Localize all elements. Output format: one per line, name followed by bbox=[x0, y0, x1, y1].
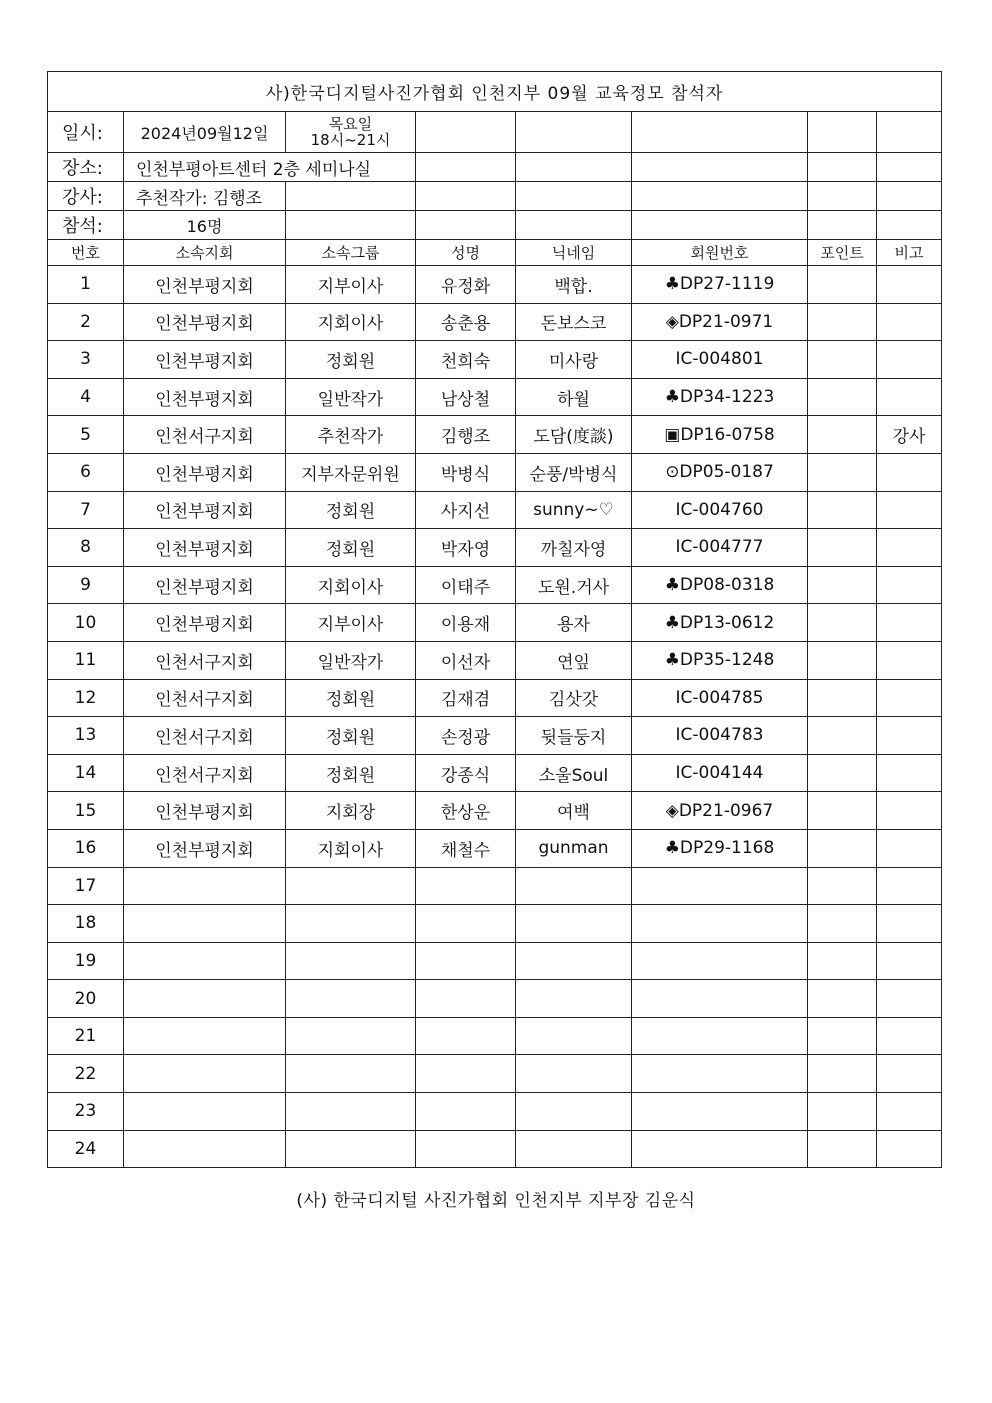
note-cell bbox=[877, 566, 942, 604]
member-id-cell: ♣DP08-0318 bbox=[632, 566, 808, 604]
nickname-cell: 순풍/박병식 bbox=[516, 453, 632, 491]
point-cell bbox=[808, 341, 877, 379]
name-cell: 유정화 bbox=[416, 266, 516, 304]
nickname-cell: gunman bbox=[516, 829, 632, 867]
member-id-cell: ♣DP35-1248 bbox=[632, 641, 808, 679]
note-cell bbox=[877, 942, 942, 980]
branch-cell: 인천서구지회 bbox=[124, 754, 286, 792]
group-cell: 지부이사 bbox=[286, 266, 416, 304]
empty-cell bbox=[808, 112, 877, 153]
name-cell bbox=[416, 1055, 516, 1093]
header-group: 소속그룹 bbox=[286, 240, 416, 266]
note-cell bbox=[877, 792, 942, 830]
name-cell: 김행조 bbox=[416, 416, 516, 454]
row-number: 1 bbox=[48, 266, 124, 304]
row-number: 14 bbox=[48, 754, 124, 792]
point-cell bbox=[808, 679, 877, 717]
member-id-cell: IC-004801 bbox=[632, 341, 808, 379]
row-number: 16 bbox=[48, 829, 124, 867]
point-cell bbox=[808, 453, 877, 491]
name-cell bbox=[416, 1093, 516, 1131]
place-label: 장소: bbox=[48, 153, 124, 182]
name-cell: 강종식 bbox=[416, 754, 516, 792]
table-row bbox=[48, 491, 942, 529]
row-number: 22 bbox=[48, 1055, 124, 1093]
row-number: 2 bbox=[48, 303, 124, 341]
lecturer-value: 추천작가: 김행조 bbox=[124, 182, 286, 211]
table-row bbox=[48, 679, 942, 717]
lecturer-label: 강사: bbox=[48, 182, 124, 211]
member-id-cell: ♣DP34-1223 bbox=[632, 378, 808, 416]
name-cell: 송춘용 bbox=[416, 303, 516, 341]
member-id-cell bbox=[632, 1093, 808, 1131]
member-id-cell: IC-004760 bbox=[632, 491, 808, 529]
point-cell bbox=[808, 604, 877, 642]
header-row bbox=[48, 240, 942, 266]
table-row bbox=[48, 1055, 942, 1093]
note-cell: 강사 bbox=[877, 416, 942, 454]
table-row bbox=[48, 1093, 942, 1131]
attendance-label: 참석: bbox=[48, 211, 124, 240]
row-number: 10 bbox=[48, 604, 124, 642]
point-cell bbox=[808, 1130, 877, 1168]
empty-cell bbox=[416, 182, 516, 211]
group-cell bbox=[286, 867, 416, 905]
header-member-id: 회원번호 bbox=[632, 240, 808, 266]
branch-cell: 인천부평지회 bbox=[124, 792, 286, 830]
branch-cell: 인천부평지회 bbox=[124, 266, 286, 304]
attendance-value: 16명 bbox=[124, 211, 286, 240]
nickname-cell bbox=[516, 1017, 632, 1055]
member-id-cell: IC-004144 bbox=[632, 754, 808, 792]
table-row bbox=[48, 829, 942, 867]
empty-cell bbox=[808, 153, 877, 182]
table-row bbox=[48, 754, 942, 792]
nickname-cell bbox=[516, 942, 632, 980]
point-cell bbox=[808, 641, 877, 679]
member-id-cell bbox=[632, 980, 808, 1018]
empty-cell bbox=[632, 112, 808, 153]
point-cell bbox=[808, 566, 877, 604]
nickname-cell: 까칠자영 bbox=[516, 529, 632, 567]
empty-cell bbox=[416, 112, 516, 153]
empty-cell bbox=[632, 153, 808, 182]
empty-cell bbox=[516, 182, 632, 211]
name-cell bbox=[416, 867, 516, 905]
table-row bbox=[48, 529, 942, 567]
note-cell bbox=[877, 303, 942, 341]
name-cell: 한상운 bbox=[416, 792, 516, 830]
note-cell bbox=[877, 453, 942, 491]
row-number: 7 bbox=[48, 491, 124, 529]
group-cell: 추천작가 bbox=[286, 416, 416, 454]
group-cell: 일반작가 bbox=[286, 378, 416, 416]
table-row bbox=[48, 641, 942, 679]
member-id-cell: ◈DP21-0967 bbox=[632, 792, 808, 830]
place-value: 인천부평아트센터 2층 세미나실 bbox=[124, 153, 416, 182]
info-row-place bbox=[48, 153, 942, 182]
note-cell bbox=[877, 754, 942, 792]
date-label: 일시: bbox=[48, 112, 124, 153]
member-id-cell bbox=[632, 905, 808, 943]
row-number: 9 bbox=[48, 566, 124, 604]
group-cell bbox=[286, 942, 416, 980]
name-cell bbox=[416, 980, 516, 1018]
branch-cell: 인천부평지회 bbox=[124, 303, 286, 341]
note-cell bbox=[877, 491, 942, 529]
empty-cell bbox=[416, 153, 516, 182]
note-cell bbox=[877, 679, 942, 717]
member-id-cell: ◈DP21-0971 bbox=[632, 303, 808, 341]
group-cell: 일반작가 bbox=[286, 641, 416, 679]
note-cell bbox=[877, 1055, 942, 1093]
branch-cell bbox=[124, 1130, 286, 1168]
group-cell: 정회원 bbox=[286, 529, 416, 567]
name-cell bbox=[416, 1130, 516, 1168]
empty-cell bbox=[516, 153, 632, 182]
row-number: 13 bbox=[48, 717, 124, 755]
row-number: 12 bbox=[48, 679, 124, 717]
note-cell bbox=[877, 378, 942, 416]
weekday: 목요일 bbox=[328, 115, 373, 133]
name-cell: 천희숙 bbox=[416, 341, 516, 379]
member-id-cell bbox=[632, 1055, 808, 1093]
nickname-cell: 용자 bbox=[516, 604, 632, 642]
name-cell: 사지선 bbox=[416, 491, 516, 529]
nickname-cell bbox=[516, 867, 632, 905]
point-cell bbox=[808, 1055, 877, 1093]
point-cell bbox=[808, 1093, 877, 1131]
group-cell: 지부이사 bbox=[286, 604, 416, 642]
row-number: 11 bbox=[48, 641, 124, 679]
branch-cell bbox=[124, 905, 286, 943]
member-id-cell: IC-004777 bbox=[632, 529, 808, 567]
member-id-cell bbox=[632, 1130, 808, 1168]
name-cell: 남상철 bbox=[416, 378, 516, 416]
member-id-cell: ♣DP29-1168 bbox=[632, 829, 808, 867]
note-cell bbox=[877, 717, 942, 755]
row-number: 8 bbox=[48, 529, 124, 567]
member-id-cell: ▣DP16-0758 bbox=[632, 416, 808, 454]
nickname-cell: 미사랑 bbox=[516, 341, 632, 379]
name-cell: 채철수 bbox=[416, 829, 516, 867]
table-row bbox=[48, 792, 942, 830]
branch-cell: 인천부평지회 bbox=[124, 566, 286, 604]
attendance-sheet bbox=[47, 71, 942, 1168]
empty-cell bbox=[877, 112, 942, 153]
group-cell: 지회이사 bbox=[286, 303, 416, 341]
row-number: 23 bbox=[48, 1093, 124, 1131]
table-row bbox=[48, 1130, 942, 1168]
group-cell: 지회이사 bbox=[286, 829, 416, 867]
member-id-cell bbox=[632, 867, 808, 905]
note-cell bbox=[877, 905, 942, 943]
member-id-cell: IC-004783 bbox=[632, 717, 808, 755]
nickname-cell: sunny~♡ bbox=[516, 491, 632, 529]
nickname-cell bbox=[516, 1093, 632, 1131]
point-cell bbox=[808, 867, 877, 905]
point-cell bbox=[808, 416, 877, 454]
row-number: 19 bbox=[48, 942, 124, 980]
table-row bbox=[48, 303, 942, 341]
branch-cell: 인천부평지회 bbox=[124, 829, 286, 867]
note-cell bbox=[877, 1017, 942, 1055]
group-cell bbox=[286, 905, 416, 943]
point-cell bbox=[808, 378, 877, 416]
nickname-cell: 백합. bbox=[516, 266, 632, 304]
name-cell: 이태주 bbox=[416, 566, 516, 604]
member-id-cell: ⊙DP05-0187 bbox=[632, 453, 808, 491]
empty-cell bbox=[632, 182, 808, 211]
group-cell bbox=[286, 1055, 416, 1093]
branch-cell bbox=[124, 942, 286, 980]
empty-cell bbox=[877, 153, 942, 182]
branch-cell: 인천서구지회 bbox=[124, 679, 286, 717]
header-note: 비고 bbox=[877, 240, 942, 266]
nickname-cell: 도담(度談) bbox=[516, 416, 632, 454]
note-cell bbox=[877, 529, 942, 567]
point-cell bbox=[808, 303, 877, 341]
point-cell bbox=[808, 717, 877, 755]
nickname-cell bbox=[516, 905, 632, 943]
empty-cell bbox=[286, 182, 416, 211]
member-id-cell: ♣DP27-1119 bbox=[632, 266, 808, 304]
name-cell: 이용재 bbox=[416, 604, 516, 642]
group-cell: 정회원 bbox=[286, 341, 416, 379]
point-cell bbox=[808, 754, 877, 792]
table-row bbox=[48, 942, 942, 980]
empty-cell bbox=[808, 182, 877, 211]
group-cell: 정회원 bbox=[286, 717, 416, 755]
branch-cell bbox=[124, 1055, 286, 1093]
note-cell bbox=[877, 829, 942, 867]
nickname-cell: 도원.거사 bbox=[516, 566, 632, 604]
empty-cell bbox=[632, 211, 808, 240]
name-cell: 손정광 bbox=[416, 717, 516, 755]
name-cell bbox=[416, 1017, 516, 1055]
point-cell bbox=[808, 266, 877, 304]
note-cell bbox=[877, 980, 942, 1018]
branch-cell: 인천서구지회 bbox=[124, 717, 286, 755]
table-row bbox=[48, 604, 942, 642]
nickname-cell bbox=[516, 1055, 632, 1093]
info-row-date bbox=[48, 112, 942, 153]
group-cell bbox=[286, 1093, 416, 1131]
branch-cell: 인천부평지회 bbox=[124, 491, 286, 529]
empty-cell bbox=[286, 211, 416, 240]
group-cell: 지부자문위원 bbox=[286, 453, 416, 491]
note-cell bbox=[877, 266, 942, 304]
nickname-cell bbox=[516, 1130, 632, 1168]
branch-cell bbox=[124, 1093, 286, 1131]
member-id-cell: IC-004785 bbox=[632, 679, 808, 717]
note-cell bbox=[877, 604, 942, 642]
table-row bbox=[48, 453, 942, 491]
empty-cell bbox=[808, 211, 877, 240]
table-row bbox=[48, 867, 942, 905]
nickname-cell: 여백 bbox=[516, 792, 632, 830]
note-cell bbox=[877, 1093, 942, 1131]
table-row bbox=[48, 266, 942, 304]
header-branch: 소속지회 bbox=[124, 240, 286, 266]
branch-cell: 인천서구지회 bbox=[124, 641, 286, 679]
name-cell: 박자영 bbox=[416, 529, 516, 567]
name-cell: 박병식 bbox=[416, 453, 516, 491]
name-cell bbox=[416, 942, 516, 980]
group-cell bbox=[286, 1130, 416, 1168]
group-cell: 지회장 bbox=[286, 792, 416, 830]
row-number: 21 bbox=[48, 1017, 124, 1055]
branch-cell: 인천부평지회 bbox=[124, 453, 286, 491]
table-row bbox=[48, 416, 942, 454]
empty-cell bbox=[516, 112, 632, 153]
row-number: 6 bbox=[48, 453, 124, 491]
empty-cell bbox=[877, 211, 942, 240]
branch-cell bbox=[124, 980, 286, 1018]
branch-cell: 인천서구지회 bbox=[124, 416, 286, 454]
branch-cell: 인천부평지회 bbox=[124, 604, 286, 642]
info-row-attendance bbox=[48, 211, 942, 240]
row-number: 5 bbox=[48, 416, 124, 454]
time-range: 18시~21시 bbox=[310, 131, 391, 149]
empty-cell bbox=[516, 211, 632, 240]
info-row-lecturer bbox=[48, 182, 942, 211]
empty-cell bbox=[416, 211, 516, 240]
datetime-cell bbox=[286, 112, 416, 153]
point-cell bbox=[808, 980, 877, 1018]
note-cell bbox=[877, 867, 942, 905]
row-number: 20 bbox=[48, 980, 124, 1018]
group-cell: 정회원 bbox=[286, 679, 416, 717]
name-cell: 이선자 bbox=[416, 641, 516, 679]
row-number: 15 bbox=[48, 792, 124, 830]
row-number: 18 bbox=[48, 905, 124, 943]
note-cell bbox=[877, 641, 942, 679]
point-cell bbox=[808, 829, 877, 867]
row-number: 24 bbox=[48, 1130, 124, 1168]
nickname-cell: 연잎 bbox=[516, 641, 632, 679]
row-number: 3 bbox=[48, 341, 124, 379]
point-cell bbox=[808, 942, 877, 980]
member-id-cell bbox=[632, 1017, 808, 1055]
branch-cell: 인천부평지회 bbox=[124, 378, 286, 416]
group-cell: 지회이사 bbox=[286, 566, 416, 604]
table-row bbox=[48, 378, 942, 416]
name-cell: 김재겸 bbox=[416, 679, 516, 717]
table-row bbox=[48, 1017, 942, 1055]
row-number: 17 bbox=[48, 867, 124, 905]
header-point: 포인트 bbox=[808, 240, 877, 266]
point-cell bbox=[808, 792, 877, 830]
header-nickname: 닉네임 bbox=[516, 240, 632, 266]
branch-cell: 인천부평지회 bbox=[124, 341, 286, 379]
empty-cell bbox=[877, 182, 942, 211]
header-name: 성명 bbox=[416, 240, 516, 266]
date-value: 2024년09월12일 bbox=[124, 112, 286, 153]
nickname-cell: 김삿갓 bbox=[516, 679, 632, 717]
point-cell bbox=[808, 491, 877, 529]
point-cell bbox=[808, 905, 877, 943]
group-cell: 정회원 bbox=[286, 491, 416, 529]
note-cell bbox=[877, 341, 942, 379]
point-cell bbox=[808, 1017, 877, 1055]
note-cell bbox=[877, 1130, 942, 1168]
group-cell: 정회원 bbox=[286, 754, 416, 792]
nickname-cell: 뒷들둥지 bbox=[516, 717, 632, 755]
nickname-cell: 소울Soul bbox=[516, 754, 632, 792]
branch-cell: 인천부평지회 bbox=[124, 529, 286, 567]
name-cell bbox=[416, 905, 516, 943]
member-id-cell bbox=[632, 942, 808, 980]
nickname-cell: 돈보스코 bbox=[516, 303, 632, 341]
table-row bbox=[48, 905, 942, 943]
table-row bbox=[48, 717, 942, 755]
sheet-title: 사)한국디지털사진가협회 인천지부 09월 교육정모 참석자 bbox=[48, 72, 942, 112]
table-row bbox=[48, 980, 942, 1018]
table-row bbox=[48, 341, 942, 379]
row-number: 4 bbox=[48, 378, 124, 416]
nickname-cell: 하월 bbox=[516, 378, 632, 416]
nickname-cell bbox=[516, 980, 632, 1018]
footer-signature: (사) 한국디지털 사진가협회 인천지부 지부장 김운식 bbox=[296, 1191, 696, 1211]
point-cell bbox=[808, 529, 877, 567]
group-cell bbox=[286, 1017, 416, 1055]
member-id-cell: ♣DP13-0612 bbox=[632, 604, 808, 642]
branch-cell bbox=[124, 1017, 286, 1055]
header-no: 번호 bbox=[48, 240, 124, 266]
branch-cell bbox=[124, 867, 286, 905]
table-row bbox=[48, 566, 942, 604]
group-cell bbox=[286, 980, 416, 1018]
